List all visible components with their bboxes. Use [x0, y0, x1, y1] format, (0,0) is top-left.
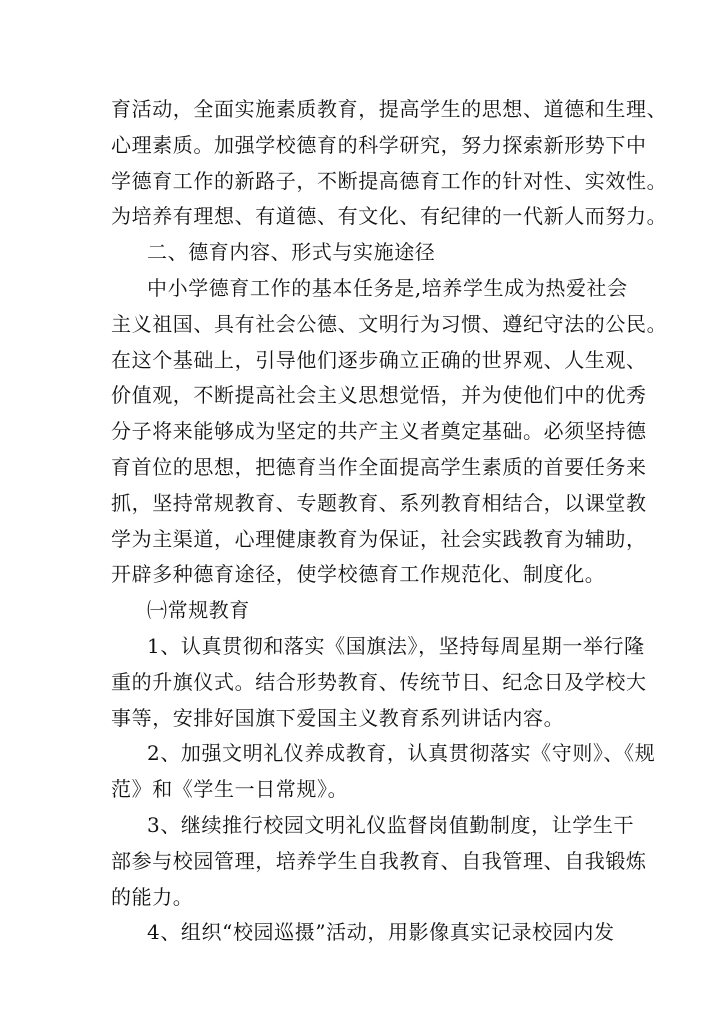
- text-line: 心理素质。加强学校德育的科学研究，努力探索新形势下中: [111, 132, 647, 157]
- text-line: 部参与校园管理，培养学生自我教育、自我管理、自我锻炼: [111, 848, 647, 873]
- paragraph-first-line: 中小学德育工作的基本任务是,培养学生成为热爱社会: [147, 275, 628, 300]
- text-line: 的能力。: [111, 884, 194, 909]
- text-line: 范》和《学生一日常规》。: [111, 777, 349, 802]
- text-line: 在这个基础上，引导他们逐步确立正确的世界观、人生观、: [111, 347, 647, 372]
- text-line: 育首位的思想，把德育当作全面提高学生素质的首要任务来: [111, 454, 647, 479]
- document-body: [111, 92, 668, 951]
- text-line: 育活动，全面实施素质教育，提高学生的思想、道德和生理、: [111, 97, 668, 121]
- text-line: 抓，坚持常规教育、专题教育、系列教育相结合，以课堂教: [111, 490, 647, 515]
- text-line: 重的升旗仪式。结合形势教育、传统节日、纪念日及学校大: [111, 669, 647, 694]
- subsection-heading: ㈠常规教育: [147, 598, 250, 623]
- text-line: 价值观，不断提高社会主义思想觉悟，并为使他们中的优秀: [111, 383, 647, 408]
- paragraph-first-line: 3、继续推行校园文明礼仪监督岗值勤制度，让学生干: [147, 812, 635, 837]
- text-line: 为培养有理想、有道德、有文化、有纪律的一代新人而努力。: [111, 204, 668, 229]
- section-heading: 二、德育内容、形式与实施途径: [147, 240, 436, 265]
- text-line: 学德育工作的新路子，不断提高德育工作的针对性、实效性。: [111, 168, 668, 193]
- text-line: 分子将来能够成为坚定的共产主义者奠定基础。必须坚持德: [111, 419, 647, 444]
- text-line: 主义祖国、具有社会公德、文明行为习惯、遵纪守法的公民。: [111, 311, 668, 336]
- text-line: 学为主渠道，心理健康教育为保证，社会实践教育为辅助，: [111, 526, 647, 551]
- paragraph-first-line: 2、加强文明礼仪养成教育，认真贯彻落实《守则》、《规: [147, 741, 656, 766]
- paragraph-first-line: 4、组织“校园巡摄”活动，用影像真实记录校园内发: [147, 920, 615, 945]
- text-line: 开辟多种德育途径，使学校德育工作规范化、制度化。: [111, 562, 606, 587]
- paragraph-first-line: 1、认真贯彻和落实《国旗法》，坚持每周星期一举行隆: [147, 633, 645, 658]
- text-line: 事等，安排好国旗下爱国主义教育系列讲话内容。: [111, 705, 565, 730]
